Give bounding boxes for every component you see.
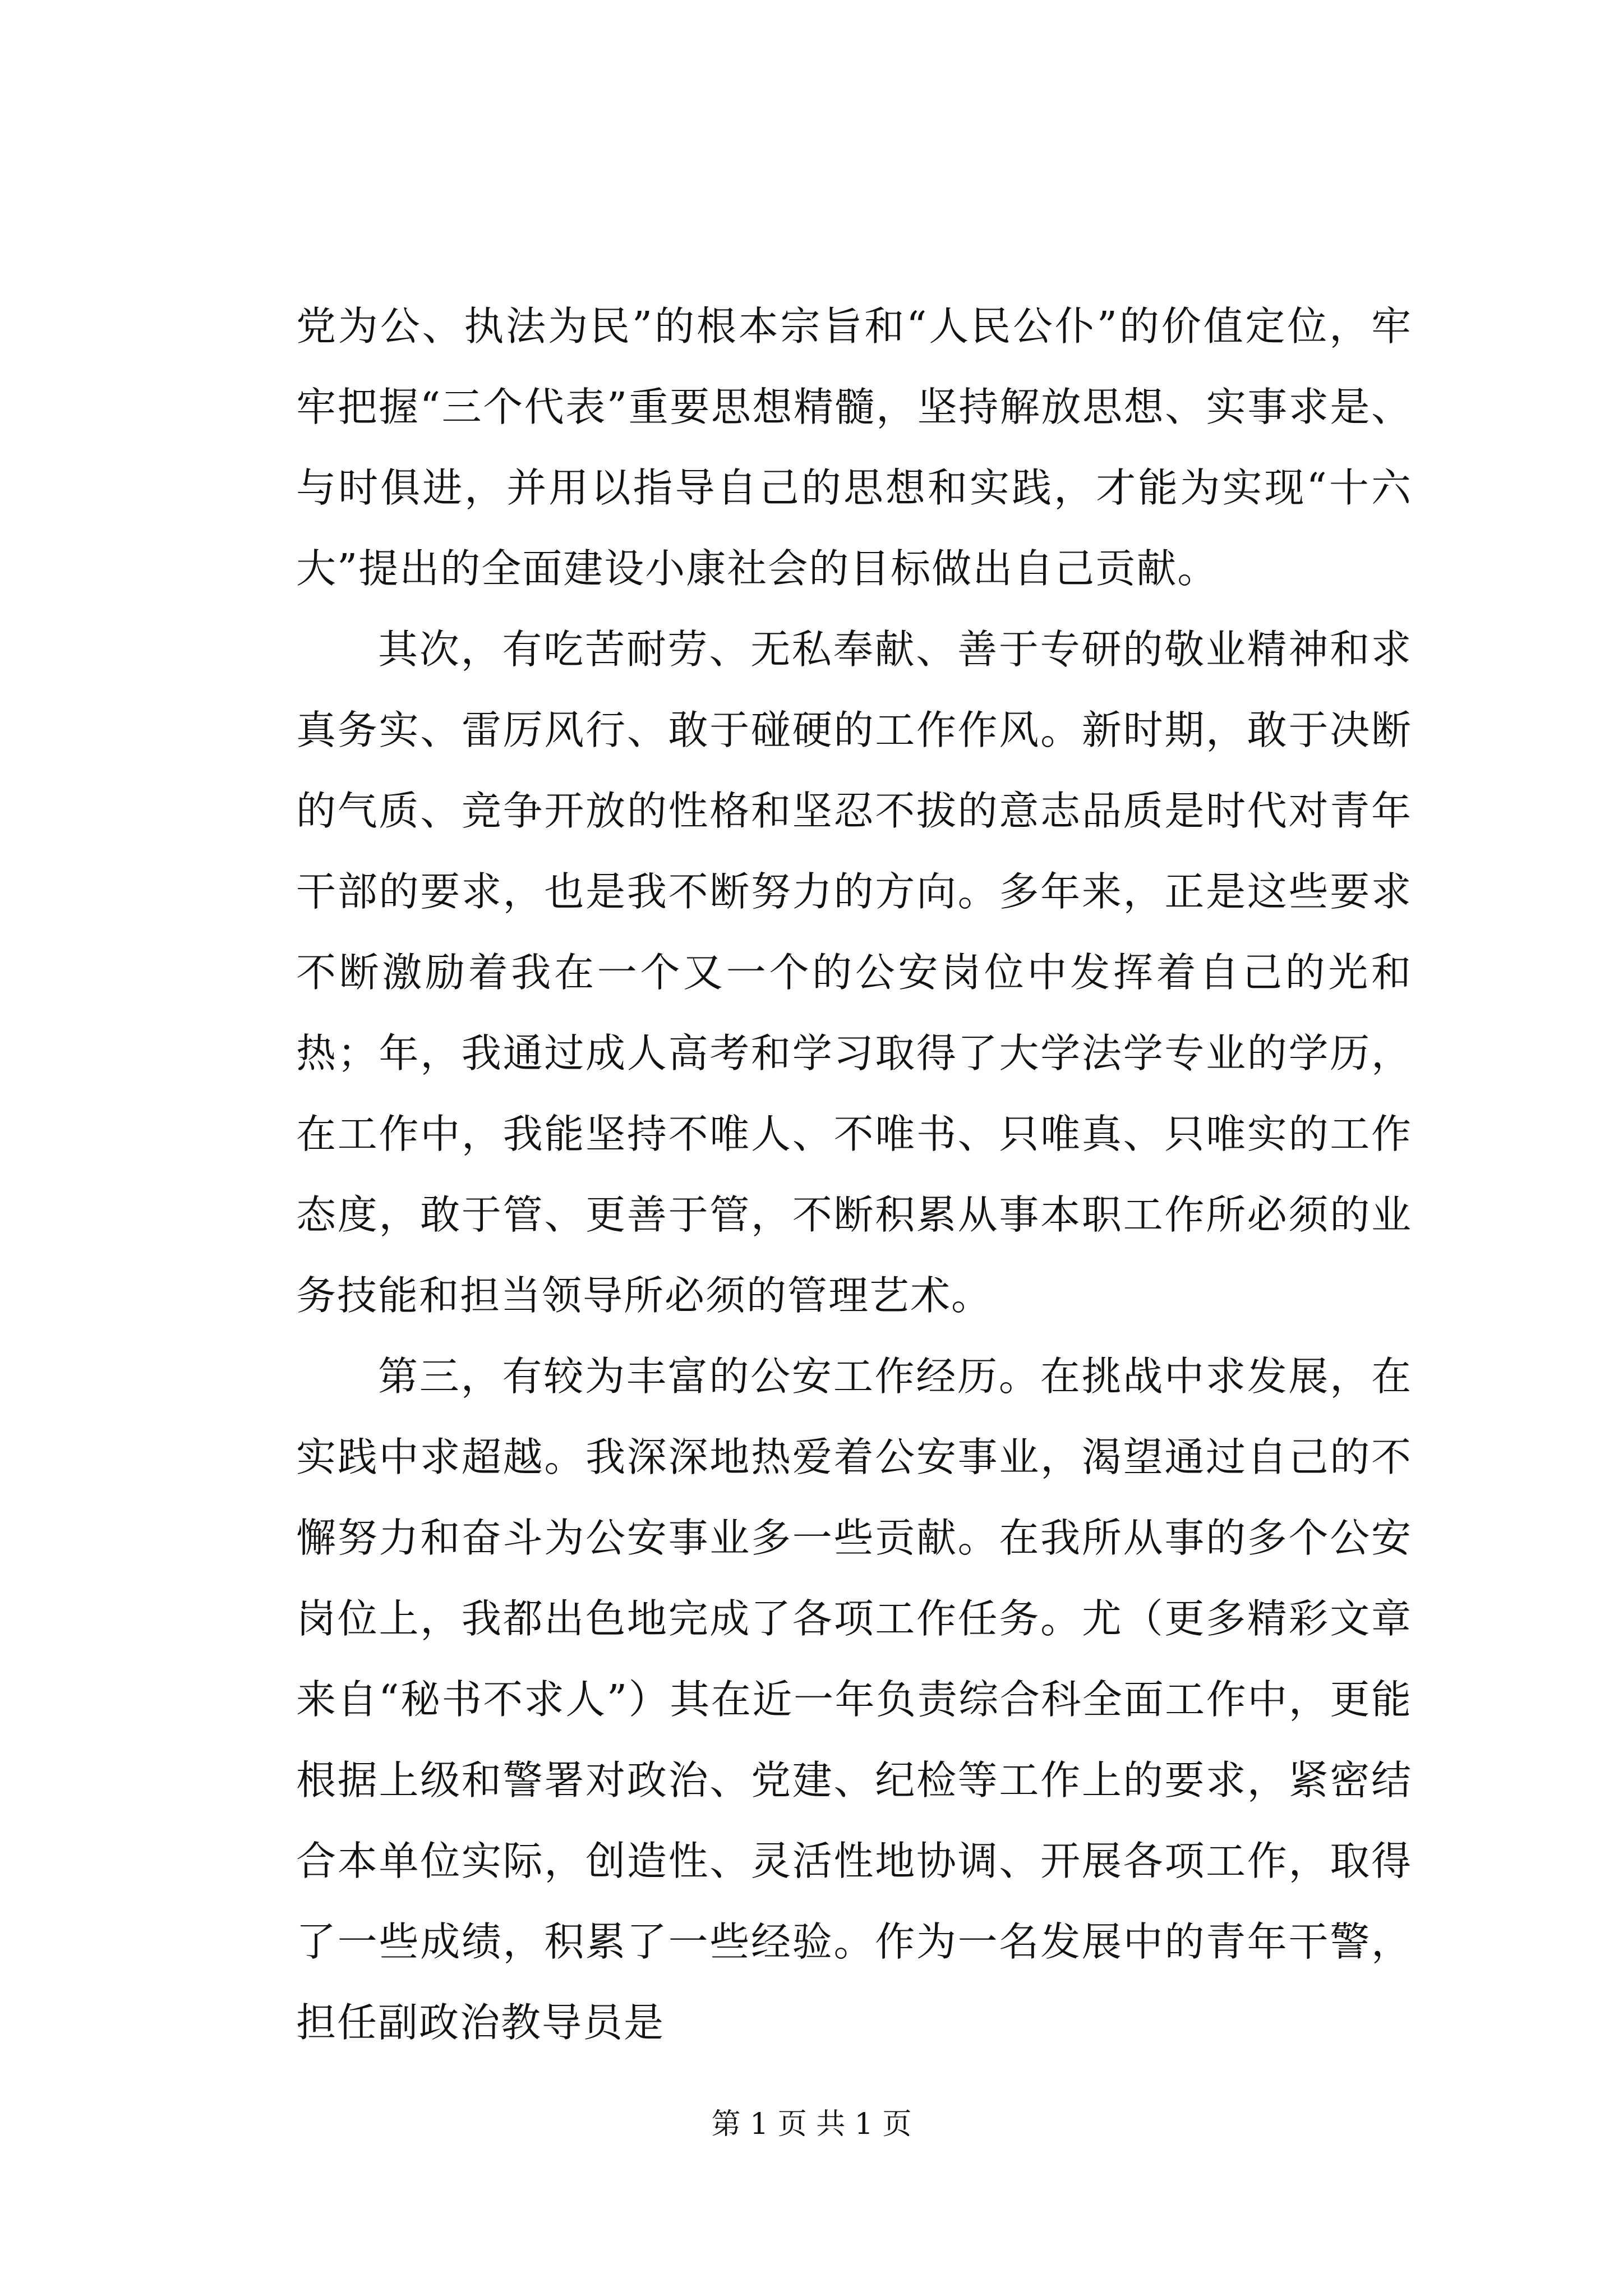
paragraph-3: 第三，有较为丰富的公安工作经历。在挑战中求发展，在实践中求超越。我深深地热爱着公安事业，渴望通过自己的不懈努力和奋斗为公安事业多一些贡献。在我所从事的多个公安岗位上，我都出色地完成了各项工作任务。尤（更多精彩文章来自“秘书不求人”）其在近一年负责综合科全面工作中，更能根据上级和警署对政治、党建、纪检等工作上的要求，紧密结合本单位实际，创造性、灵活性地协调、开展各项工作，取得了一些成绩，积累了一些经验。作为一名发展中的青年干警，担任副政治教导员是 — [296, 1353, 1412, 2046]
paragraph-1: 党为公、执法为民”的根本宗旨和“人民公仆”的价值定位，牢牢把握“三个代表”重要思想精髓，坚持解放思想、实事求是、与时俱进，并用以指导自己的思想和实践，才能为实现“十六大”提出的全面建设小康社会的目标做出自己贡献。 — [296, 303, 1412, 592]
document-body — [296, 286, 1412, 2063]
page-footer: 第 1 页 共 1 页 — [711, 2108, 912, 2141]
paragraph-2: 其次，有吃苦耐劳、无私奉献、善于专研的敬业精神和求真务实、雷厉风行、敢于碰硬的工作作风。新时期，敢于决断的气质、竞争开放的性格和坚忍不拔的意志品质是时代对青年干部的要求，也是我不断努力的方向。多年来，正是这些要求不断激励着我在一个又一个的公安岗位中发挥着自己的光和热；年，我通过成人高考和学习取得了大学法学专业的学历，在工作中，我能坚持不唯人、不唯书、只唯真、只唯实的工作态度，敢于管、更善于管，不断积累从事本职工作所必须的业务技能和担当领导所必须的管理艺术。 — [296, 626, 1412, 1319]
